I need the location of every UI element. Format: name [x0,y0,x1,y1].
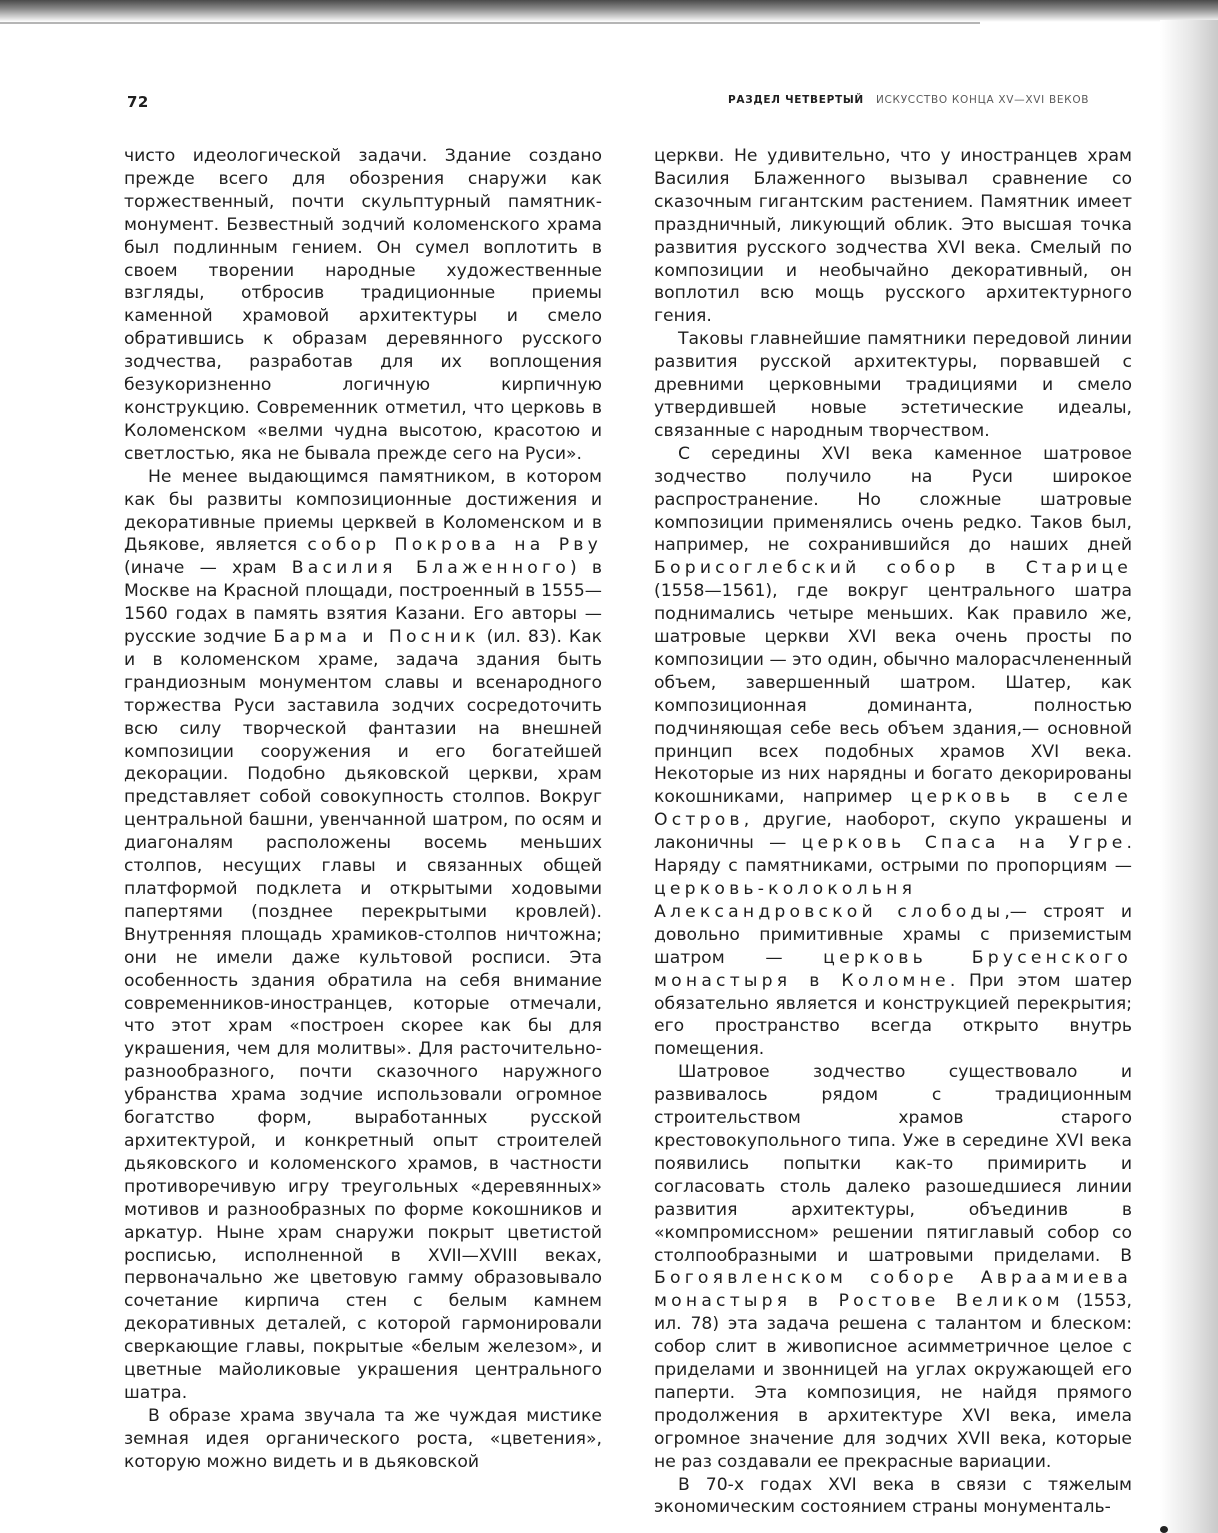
text-run: С середины XVI века каменное шатровое зодчество получило на Руси широкое распространение. Но сложные шатровые композиции применялись очень редко. Таков был, например, не сохранившийся до наших дней [654,443,1132,556]
running-head [728,94,1089,106]
right-paragraph-5: В 70-х годах XVI века в связи с тяжелым экономическим состоянием страны монументаль- [654,1474,1132,1518]
left-column [124,145,602,1474]
page-gutter-shadow [1160,20,1218,1533]
spaced-name: собор Покрова на Рву [307,535,602,556]
text-run: , другие, наоборот, скупо украшены и лаконичны — [654,810,1132,854]
page-number: 72 [127,93,149,111]
left-paragraph-1: чисто идеологической задачи. Здание создано прежде всего для обозрения снаружи как торжественный, почти скульптурный памятник-монумент. Безвестный зодчий коломенского храма был подлинным гением. Он сумел воплотить в своем творении народные художественные взгляды, отбросив традиционные приемы каменной храмовой архитектуры и смело обратившись к образам деревянного русского зодчества, разработав для их воплощения безукоризненно логичную кирпичную конструкцию. Современник отметил, что церковь в Коломенском «велми чудна высотою, красотою и светлостью, яка не бывала прежде сего на Руси». [124,146,602,464]
spaced-name: церковь в селе Остров [654,787,1132,831]
spaced-name: церковь-колокольня Александровской слободы [654,879,1005,922]
right-column [654,145,1132,1519]
right-paragraph-2: Таковы главнейшие памятники передовой линии развития русской архитектуры, порвавшей с древними церковными традициями и смело утвердившей новые эстетические идеалы, связанные с народным творчеством. [654,329,1132,441]
left-paragraph-2 [124,466,602,1405]
text-run: (иначе — храм [124,558,292,579]
scan-artifact-dot [1160,1526,1168,1533]
text-run: (1558—1561), где вокруг центрального шатра поднимались четыре меньших. Как правило же, шатровые церкви XVI века очень просты по композиции — это один, обычно малорасчлененный объем, завершенный шатром. Шатер, как композиционная доминанта, полностью подчиняющая себе весь объем здания,— основной принцип всех подобных храмов XVI века. Некоторые из них нарядны и богато декорированы кокошниками, например [654,581,1132,808]
spaced-name: церковь Брусенского монастыря в Коломне [654,947,1132,991]
text-run: Шатровое зодчество существовало и развивалось рядом с традиционным строительством храмов старого крестовокупольного типа. Уже в середине XVI века появились попытки как-то примирить и согласовать столь далеко разошедшиеся линии развития архитектуры, объединив в «компромиссном» решении пятиглавый собор со столпообразными и шатровыми приделами. В [654,1062,1132,1266]
running-head-section: РАЗДЕЛ ЧЕТВЕРТЫЙ [728,94,864,106]
spaced-name: Барма и Посник [273,627,480,648]
text-run: . Наряду с памятниками, острыми по пропорциям — [654,833,1132,877]
text-run: . При этом шатер обязательно является и конструкцией перекрытия; его пространство всегда открыто внутрь помещения. [654,970,1132,1060]
spaced-name: Богоявленском соборе Авраамиева монастыря в Ростове Великом [654,1268,1132,1312]
scan-edge-line [0,22,980,24]
right-paragraph-3 [654,443,1132,1061]
right-paragraph-1: церкви. Не удивительно, что у иностранцев храм Василия Блаженного вызывал сравнение со сказочным гигантским растением. Памятник имеет праздничный, ликующий облик. Это высшая точка развития русского зодчества XVI века. Смелый по композиции и необычайно декоративный, он воплотил всю мощь русского архитектурного гения. [654,146,1132,327]
right-paragraph-4 [654,1061,1132,1473]
left-paragraph-3: В образе храма звучала та же чуждая мистике земная идея органического роста, «цветения», которую можно видеть и в дьяковской [124,1405,602,1472]
text-run: (ил. 83). Как и в коломенском храме, задача здания быть грандиозным монументом славы и всенародного торжества Руси заставила зодчих сосредоточить всю силу творческой фантазии на внешней композиции сооружения и его богатейшей декорации. Подобно дьяковской церкви, храм представляет собой совокупность столпов. Вокруг центральной башни, увенчанной шатром, по осям и диагоналям расположены восемь меньших столпов, несущих главы и связанных общей платформой подклета и открытыми ходовыми папертями (позднее перекрытыми кровлей). Внутренняя площадь храмиков-столпов ничтожна; они не имели даже культовой росписи. Эта особенность здания обратила на себя внимание современников-иностранцев, которые отмечали, что этот храм «построен скорее как бы для украшения, чем для молитвы». Для расточительно-разнообразного, почти сказочного наружного убранства храма зодчие использовали огромное богатство форм, выработанных русской архитектурой, и конкретный опыт строителей дьяковского и коломенского храмов, в частности противоречивую игру треугольных «деревянных» мотивов и разнообразных по форме кокошников и аркатур. Ныне храм снаружи покрыт цветистой росписью, исполненной в XVII—XVIII веках, первоначально же цветовую гамму образовывало сочетание кирпича стен с белым камнем декоративных деталей, с которой гармонировали сверкающие главы, покрытые «белым железом», и цветные майоликовые украшения центрального шатра. [124,627,602,1403]
text-run: (1553, ил. 78) эта задача решена с талантом и блеском: собор слит в живописное асимметричное целое с приделами и звонницей на углах окружающей его паперти. Эта композиция, не найдя прямого продолжения в архитектуре XVI века, имела огромное значение для зодчих XVII века, которые не раз создавали ее прекрасные вариации. [654,1291,1133,1472]
text-run: Не менее выдающимся памятником, в котором как бы развиты композиционные достижения и декоративные приемы церквей в Коломенском и в Дьякове, является [124,466,602,556]
scan-top-edge [0,0,1218,22]
running-head-topic: ИСКУССТВО КОНЦА XV—XVI ВЕКОВ [875,94,1090,106]
spaced-name: Борисоглебский собор в Старице [654,558,1132,579]
text-run: ) в Москве на Красной площади, построенный в 1555—1560 годах в память взятия Казани. Его авторы — русские зодчие [124,558,602,648]
spaced-name: Василия Блаженного [291,558,570,579]
spaced-name: церковь Спаса на Угре [801,833,1127,854]
text-run: ,— строят и довольно примитивные храмы с приземистым шатром — [654,901,1132,968]
